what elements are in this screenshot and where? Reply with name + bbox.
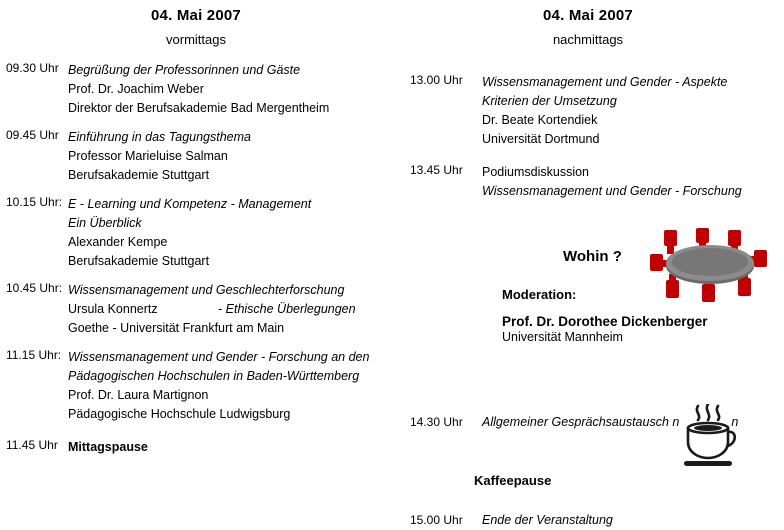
right-entry-list: [392, 73, 784, 201]
entry-lines: [482, 73, 784, 149]
entry-line: Mittagspause: [68, 440, 148, 454]
entry-line: Dr. Beate Kortendiek: [482, 113, 598, 127]
moderator-name: Prof. Dr. Dorothee Dickenberger: [502, 314, 708, 329]
entry-line: Berufsakademie Stuttgart: [68, 168, 210, 182]
entry-line: Wissensmanagement und Gender - Forschung: [482, 184, 742, 198]
entry-time: 10.15 Uhr:: [6, 195, 63, 209]
entry-line: Pädagogische Hochschule Ludwigsburg: [68, 407, 291, 421]
right-date: 04. Mai 2007: [543, 7, 633, 24]
entry-line: Professor Marieluise Salman: [68, 149, 228, 163]
entry-time: 10.45 Uhr:: [6, 281, 63, 295]
entry-line: Direktor der Berufsakademie Bad Mergentheim: [68, 101, 330, 115]
moderation-label: Moderation:: [502, 287, 577, 302]
entry-time: 14.30 Uhr: [410, 415, 463, 429]
entry-lines: [68, 195, 392, 271]
entry-line-secondary: - Ethische Überlegungen: [218, 302, 356, 316]
entry-time: 11.15 Uhr:: [6, 348, 62, 362]
entry-lines: [482, 163, 784, 201]
entry-line: Einführung in das Tagungsthema: [68, 130, 252, 144]
entry-time: 11.45 Uhr: [6, 438, 58, 452]
entry-line: E - Learning und Kompetenz - Management: [68, 197, 312, 211]
entry-line: Goethe - Universität Frankfurt am Main: [68, 321, 285, 335]
entry-time: 15.00 Uhr: [410, 513, 463, 527]
entry-time: 09.30 Uhr: [6, 61, 59, 75]
round-table-illustration: [650, 228, 780, 303]
entry-line: Podiumsdiskussion: [482, 165, 589, 179]
entry-line-continuation: n: [731, 415, 739, 429]
entry-lines: [68, 281, 392, 338]
entry-line: Allgemeiner Gesprächsaustausch n: [482, 415, 680, 429]
entry-line: Prof. Dr. Joachim Weber: [68, 82, 204, 96]
morning-column: [0, 0, 392, 463]
entry-line-split: [68, 300, 392, 319]
program-entry: [6, 195, 392, 271]
entry-line: Pädagogischen Hochschulen in Baden-Württemberg: [68, 369, 360, 383]
program-entry: [6, 61, 392, 118]
moderator-organisation: Universität Mannheim: [502, 330, 623, 344]
entry-time: 13.00 Uhr: [410, 73, 463, 87]
kaffeepause-label: Kaffeepause: [474, 473, 552, 488]
entry-line: Wissensmanagement und Gender - Forschung an den: [68, 350, 370, 364]
program-entry: [6, 281, 392, 338]
entry-line: Universität Dortmund: [482, 132, 600, 146]
right-daypart: nachmittags: [552, 32, 624, 47]
program-entry: [410, 73, 784, 149]
entry-lines: [68, 128, 392, 185]
program-entry: [410, 163, 784, 201]
entry-line: Ursula Konnertz: [68, 302, 158, 316]
entry-line: Alexander Kempe: [68, 235, 168, 249]
wohin-label: Wohin ?: [563, 248, 622, 265]
entry-line: Ein Überblick: [68, 216, 142, 230]
entry-line: Wissensmanagement und Gender - Aspekte: [482, 75, 728, 89]
entry-line: Begrüßung der Professorinnen und Gäste: [68, 63, 301, 77]
left-date: 04. Mai 2007: [151, 7, 241, 24]
entry-line: Wissensmanagement und Geschlechterforschung: [68, 283, 345, 297]
afternoon-column: [392, 0, 784, 207]
entry-lines: [68, 438, 392, 457]
program-entry: [6, 128, 392, 185]
entry-line: Berufsakademie Stuttgart: [68, 254, 210, 268]
coffee-cup-illustration: [676, 404, 742, 470]
left-entry-list: [0, 61, 392, 457]
entry-time: 13.45 Uhr: [410, 163, 463, 177]
program-entry: [6, 438, 392, 457]
entry-line: Prof. Dr. Laura Martignon: [68, 388, 209, 402]
entry-time: 09.45 Uhr: [6, 128, 59, 142]
entry-lines: [68, 61, 392, 118]
left-daypart: vormittags: [166, 32, 226, 47]
entry-lines: [68, 348, 392, 424]
entry-line: Kriterien der Umsetzung: [482, 94, 617, 108]
entry-line: Ende der Veranstaltung: [482, 513, 613, 527]
program-entry: [6, 348, 392, 424]
program-entry: [410, 513, 613, 527]
